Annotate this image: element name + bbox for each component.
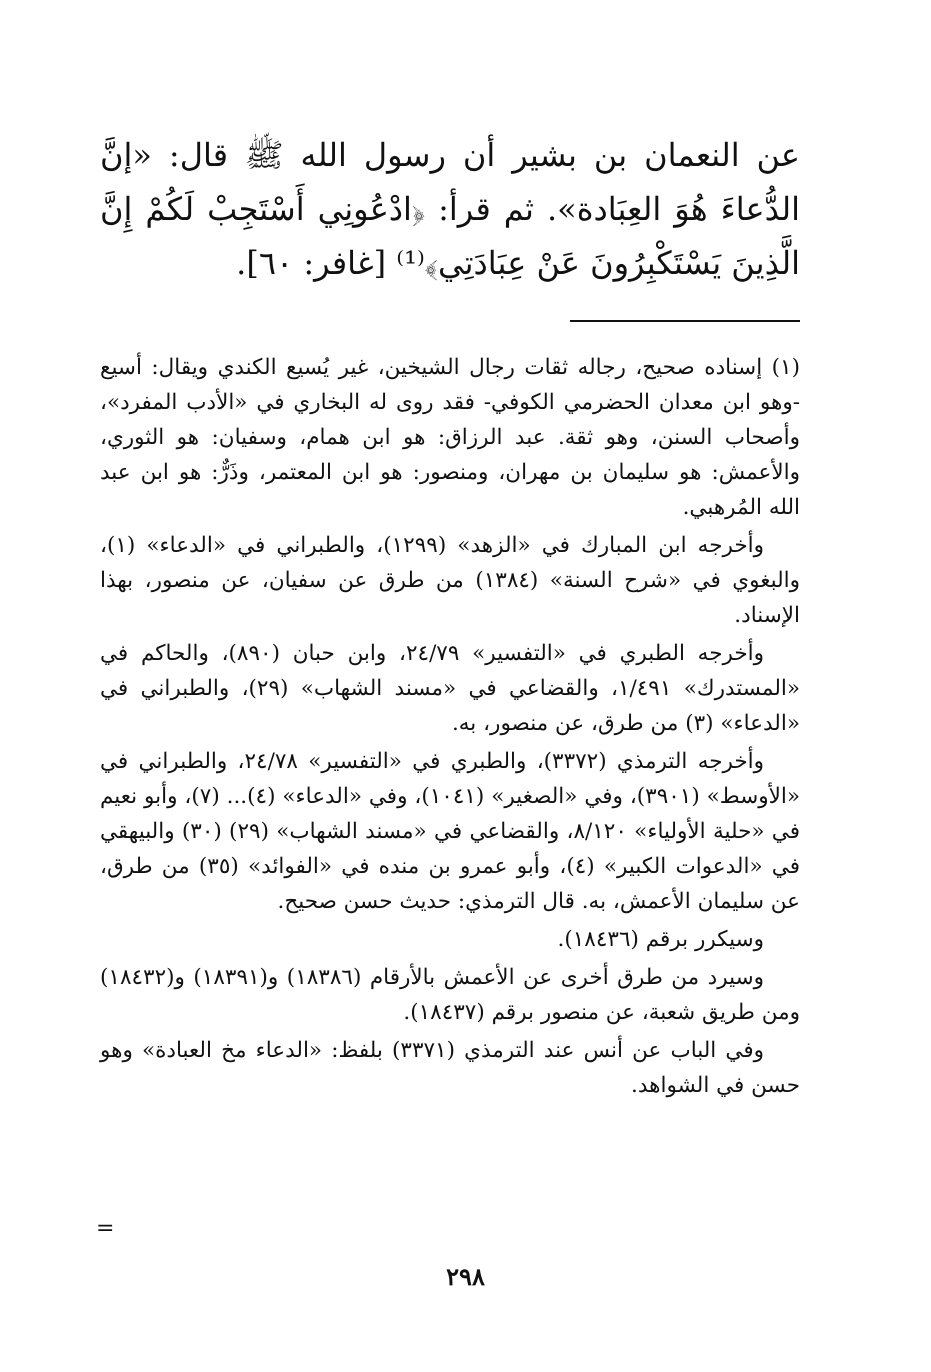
footnote-paragraph: وسيكرر برقم (١٨٤٣٦). (557, 927, 764, 952)
footnote-paragraph: وأخرجه الطبري في «التفسير» ٢٤/٧٩، وابن حبان (٨٩٠)، والحاكم في «المستدرك» ١/٤٩١، والقضاعي في «مسند الشهاب» (٢٩)، والطبراني في «الدعاء» (٣) من طرق، عن منصور، به. (100, 641, 801, 736)
footnote-separator (570, 320, 800, 322)
page-number: ٢٩٨ (446, 1262, 485, 1291)
footnote-paragraph: (١) إسناده صحيح، رجاله ثقات رجال الشيخين، غير يُسيع الكندي ويقال: أسيع -وهو ابن معدان الحضرمي الكوفي- فقد روى له البخاري في «الأدب المفرد»، وأصحاب السنن، وهو ثقة. عبد الرزاق: هو ابن همام، وسفيان: هو الثوري، والأعمش: هو سليمان بن مهران، ومنصور: هو ابن المعتمر، وذَرٌّ: هو ابن عبد الله المُرهبي. (100, 355, 800, 520)
continuation-mark: = (96, 1216, 115, 1241)
main-hadith-text: عن النعمان بن بشير أن رسول الله ﷺ قال: «إنَّ الدُّعاءَ هُوَ العِبَادة». ثم قرأ: ﴿ادْعُونِي أَسْتَجِبْ لَكُمْ إِنَّ الَّذِينَ يَسْتَكْبِرُونَ عَنْ عِبَادَتِي﴾⁽¹⁾ [غافر: ٦٠]. (100, 136, 801, 282)
footnote-paragraph: وأخرجه ابن المبارك في «الزهد» (١٢٩٩)، والطبراني في «الدعاء» (١)، والبغوي في «شرح السنة» (١٣٨٤) من طرق عن سفيان، عن منصور، بهذا الإسناد. (100, 533, 800, 628)
footnote-paragraph: وأخرجه الترمذي (٣٣٧٢)، والطبري في «التفسير» ٢٤/٧٨، والطبراني في «الأوسط» (٣٩٠١)، وفي «الصغير» (١٠٤١)، وفي «الدعاء» (٤)... (٧)، وأبو نعيم في «حلية الأولياء» ٨/١٢٠، والقضاعي في «مسند الشهاب» (٢٩) (٣٠) والبيهقي في «الدعوات الكبير» (٤)، وأبو عمرو بن منده في «الفوائد» (٣٥) من طرق، عن سليمان الأعمش، به. قال الترمذي: حديث حسن صحيح. (100, 749, 801, 914)
footnote-paragraph: وسيرد من طرق أخرى عن الأعمش بالأرقام (١٨٣٨٦) و(١٨٣٩١) و(١٨٤٣٢) ومن طريق شعبة، عن منصور برقم (١٨٤٣٧). (100, 965, 800, 1025)
footnotes-section (100, 350, 800, 1106)
footnote-paragraph: وفي الباب عن أنس عند الترمذي (٣٣٧١) بلفظ: «الدعاء مخ العبادة» وهو حسن في الشواهد. (100, 1038, 800, 1098)
